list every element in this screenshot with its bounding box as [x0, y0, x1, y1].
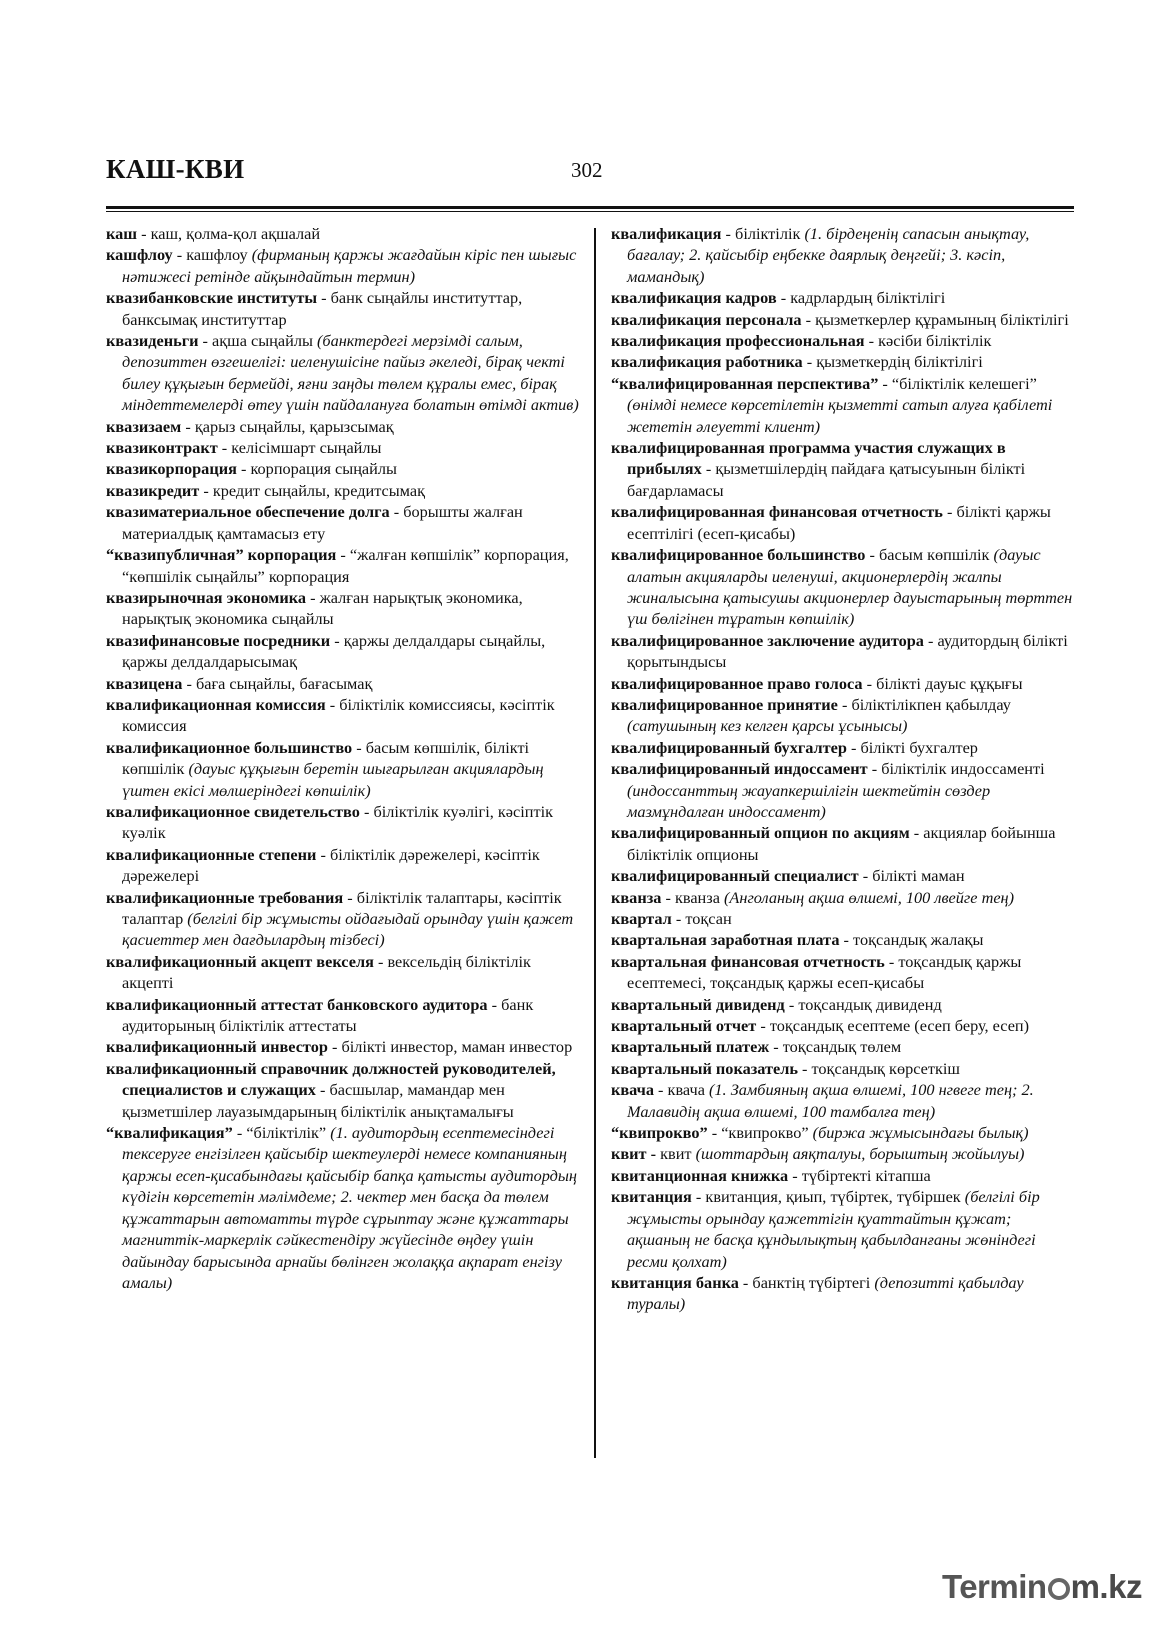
dictionary-entry: [106, 673, 582, 694]
entry-separator: -: [801, 309, 816, 329]
dictionary-term: квалификационная комиссия: [106, 694, 326, 714]
entry-separator: -: [776, 288, 791, 308]
entry-translation: басым көпшілік: [879, 545, 994, 565]
entry-translation: жалған нарықтық экономика, нарықтық экономика сыңайлы: [122, 587, 523, 629]
entry-separator: -: [802, 352, 817, 372]
dictionary-term: квазицена: [106, 673, 183, 693]
entry-separator: -: [182, 673, 196, 693]
entry-translation: борышты жалған материалдық қамтамасыз ету: [122, 502, 523, 543]
dictionary-term: квалификационное свидетельство: [106, 801, 360, 821]
entry-separator: -: [878, 373, 892, 393]
entry-separator: -: [352, 737, 366, 757]
dictionary-entry: [106, 244, 582, 287]
dictionary-entry: [611, 737, 1073, 758]
entry-separator: -: [769, 1037, 783, 1057]
dictionary-entry: [106, 587, 582, 630]
entry-separator: -: [756, 1016, 770, 1036]
entry-translation: біліктілік куәлігі, кәсіптік куәлік: [122, 801, 554, 843]
entry-note: (фирманың қаржы жағдайын кіріс пен шығыс нәтижесі ретінде айқындайтын термин): [122, 245, 577, 286]
dictionary-entry: [611, 694, 1073, 737]
entry-translation: тоқсандық есептеме (есеп беру, есеп): [769, 1016, 1030, 1036]
dictionary-term: квитанция: [611, 1187, 692, 1207]
entry-translation: акциялар бойынша біліктілік опционы: [627, 823, 1056, 864]
entry-separator: -: [862, 673, 877, 693]
entry-separator: -: [721, 224, 736, 243]
watermark-text: Termin m.kz: [942, 1568, 1142, 1605]
entry-translation: ақша сыңайлы: [212, 331, 317, 351]
entry-translation: банктің түбіртегі: [752, 1272, 875, 1292]
dictionary-term: квартальная заработная плата: [611, 930, 840, 950]
dictionary-term: квазиматериальное обеспечение долга: [106, 502, 390, 522]
entry-separator: -: [198, 331, 213, 351]
entry-translation: тоқсандық дивиденд: [798, 994, 942, 1014]
entry-separator: -: [389, 502, 404, 522]
entry-separator: -: [181, 416, 195, 436]
entry-translation: “жалған көпшілік” корпорация, “көпшілік сыңайлы” корпорация: [122, 545, 569, 586]
entry-translation: қызметкердің біліктілігі: [816, 352, 983, 372]
dictionary-entry: [611, 758, 1073, 822]
entry-note: (банктердегі мерзімді салым, депозиттен өзгешелігі: иеленушісіне пайыз әкеледі, бірақ чекті билеу құқығын бермейді, яғни заңды төлем құралы емес, бірақ міндеттемелерді өтеу үшін пайдалануға болатын өтімді актив): [122, 331, 579, 415]
dictionary-entry: [106, 1122, 582, 1293]
dictionary-term: “квалификация”: [106, 1123, 233, 1143]
entry-note: (шоттардың аяқталуы, борыштың жойылуы): [695, 1144, 1025, 1164]
entry-separator: -: [325, 694, 340, 714]
dictionary-term: квалификационный инвестор: [106, 1037, 328, 1057]
entry-separator: -: [846, 737, 861, 757]
entry-translation: кәсіби біліктілік: [878, 331, 992, 351]
entry-translation: басым көпшілік, білікті көпшілік: [122, 737, 530, 779]
dictionary-entry: [611, 865, 1073, 886]
dictionary-term: “квазипубличная” корпорация: [106, 545, 337, 565]
entry-translation: түбіртекті кітапша: [801, 1165, 931, 1185]
entry-translation: келісімшарт сыңайлы: [231, 438, 382, 458]
entry-separator: -: [653, 1080, 668, 1100]
entry-translation: банк аудиторының біліктілік аттестаты: [122, 994, 534, 1036]
entry-translation: біліктілік дәрежелері, кәсіптік дәрежелері: [122, 844, 540, 886]
dictionary-entry: [106, 458, 582, 479]
entry-separator: -: [343, 887, 357, 907]
dictionary-entry: [106, 844, 582, 887]
entry-separator: -: [701, 459, 716, 479]
dictionary-term: квазикорпорация: [106, 459, 237, 479]
dictionary-entry: [611, 1272, 1073, 1315]
entry-separator: -: [797, 1058, 812, 1078]
dictionary-entry: [611, 287, 1073, 308]
entry-translation: “біліктілік”: [246, 1123, 331, 1143]
entry-translation: каш, қолма-қол ақшалай: [150, 224, 321, 243]
dictionary-term: квалифицированное заключение аудитора: [611, 630, 924, 650]
dictionary-term: квалификационный справочник должностей руководителей, специалистов и служащих: [106, 1058, 556, 1100]
dictionary-term: квалификационный акцепт векселя: [106, 951, 374, 971]
entry-separator: -: [315, 1080, 330, 1100]
dictionary-term: квалификация персонала: [611, 309, 802, 329]
entry-translation: біліктілік индоссаменті: [881, 759, 1045, 779]
entry-translation: тоқсандық қаржы есептемесі, тоқсандық қаржы есеп-қисабы: [627, 951, 1022, 993]
dictionary-entry: [611, 994, 1073, 1015]
dictionary-term: квалификация: [611, 224, 722, 243]
entry-translation: вексельдің біліктілік акцепті: [122, 951, 531, 993]
dictionary-term: квалифицированный специалист: [611, 866, 859, 886]
dictionary-term: квача: [611, 1080, 654, 1100]
entry-translation: кванза: [674, 887, 725, 907]
dictionary-term: квартал: [611, 909, 672, 928]
dictionary-term: квалификация профессиональная: [611, 331, 865, 351]
entry-note: (дауыс құқығын беретін шығарылған акциялардың үштен екісі мөлшеріндегі көпшілік): [122, 759, 544, 800]
entry-separator: -: [858, 866, 873, 886]
entry-note: (белгілі бір жұмысты ойдағыдай орындау үшін қажет қасиеттер мен дағдылардың тізбесі): [122, 909, 574, 950]
dictionary-entry: [611, 351, 1073, 372]
entry-note: (депозитті қабылдау туралы): [627, 1272, 1024, 1314]
dictionary-entry: [611, 822, 1073, 865]
dictionary-entry: [611, 437, 1073, 501]
entry-separator: -: [306, 587, 320, 607]
entry-note: (1. Замбияның ақша өлшемі, 100 нгвеге тең; 2. Малавидің ақша өлшемі, 100 тамбалға тең): [627, 1080, 1034, 1121]
entry-translation: білікті маман: [872, 866, 965, 886]
dictionary-term: квалификационный аттестат банковского аудитора: [106, 994, 488, 1014]
dictionary-term: квартальный платеж: [611, 1037, 770, 1057]
entry-translation: квача: [667, 1080, 709, 1100]
dictionary-entry: [611, 673, 1073, 694]
dictionary-entry: [611, 1015, 1073, 1036]
entry-translation: корпорация сыңайлы: [250, 459, 397, 479]
entry-note: (белгілі бір жұмысты орындау қажеттігін қуаттайтын құжат; ақшаның не басқа құндылықтың қабылданғаны жөніндегі ресми қолхат): [627, 1187, 1040, 1271]
entry-separator: -: [909, 823, 924, 843]
entry-separator: -: [738, 1272, 753, 1292]
entry-separator: -: [837, 694, 852, 714]
dictionary-entry: [106, 887, 582, 951]
entry-separator: -: [317, 288, 331, 308]
dictionary-term: каш: [106, 224, 138, 243]
dictionary-entry: [106, 630, 582, 673]
entry-separator: -: [172, 245, 187, 265]
dictionary-entry: [106, 694, 582, 737]
entry-translation: қызметкерлер құрамының біліктілігі: [815, 309, 1069, 329]
entry-note: (1. аудитордың есептемесіндегі тексеруге енгізілген қайсыбір шектеулерді немесе компанияның қаржы есеп-қисабындағы қайсыбір бапқа қатысты аудитордың күдігін көрсететін мәлімдеме; 2. чектер мен басқа да төлем құжаттарын автоматты түрде сұрыптау және құжаттары магниттік-маркерлік сәйкестендіру жүйесінде өңдеу үшін дайындау барысында арнайы бөлінген жолаққа ақпарат енгізу амалы): [122, 1123, 577, 1292]
dictionary-term: квалифицированная программа участия служащих в прибылях: [611, 438, 1006, 479]
entry-separator: -: [373, 951, 388, 971]
entry-translation: қарыз сыңайлы, қарызсымақ: [194, 416, 394, 436]
entry-translation: квит: [660, 1144, 696, 1164]
entry-separator: -: [199, 480, 213, 500]
dictionary-entry: [106, 287, 582, 330]
entry-separator: -: [839, 930, 854, 950]
dictionary-term: квазибанковские институты: [106, 288, 318, 308]
dictionary-entry: [106, 801, 582, 844]
globe-icon: [1048, 1578, 1070, 1600]
dictionary-term: квалификационное большинство: [106, 737, 353, 757]
entry-translation: қызметшілердің пайдаға қатысуынын білікті бағдарламасы: [627, 459, 1026, 500]
dictionary-entry: [106, 437, 582, 458]
running-head: КАШ-КВИ: [106, 154, 245, 184]
dictionary-term: квалифицированная финансовая отчетность: [611, 502, 943, 522]
dictionary-term: квалификация работника: [611, 352, 803, 372]
entry-translation: біліктілік талаптары, кәсіптік талаптар: [122, 887, 562, 928]
entry-separator: -: [864, 331, 879, 351]
entry-separator: -: [316, 844, 330, 864]
entry-separator: -: [359, 801, 374, 821]
dictionary-entry: [106, 501, 582, 544]
dictionary-entry: [106, 1036, 582, 1057]
dictionary-term: квалифицированное большинство: [611, 545, 866, 565]
entry-note: (индоссанттың жауапкершілігін шектейтін сөздер мазмұндалған индоссамент): [627, 780, 991, 821]
dictionary-entry: [106, 737, 582, 801]
dictionary-term: квазиконтракт: [106, 438, 218, 458]
header-rule-thin: [106, 211, 1074, 212]
entry-separator: -: [232, 1123, 247, 1143]
dictionary-entry: [611, 373, 1073, 437]
entry-separator: -: [884, 951, 899, 971]
entry-translation: аудитордың білікті қорытындысы: [627, 630, 1068, 672]
entry-translation: білікті бухгалтер: [860, 737, 978, 757]
dictionary-entry: [611, 1143, 1073, 1164]
dictionary-term: кашфлоу: [106, 245, 173, 265]
dictionary-term: квартальный отчет: [611, 1016, 757, 1036]
entry-translation: тоқсандық төлем: [782, 1037, 902, 1057]
entry-separator: -: [923, 630, 938, 650]
entry-separator: -: [691, 1187, 706, 1207]
entry-separator: -: [236, 459, 251, 479]
entry-note: (өнімді немесе көрсетілетін қызметті сатып алуға қабілеті жететін әлеуетті клиент): [627, 395, 1053, 436]
entry-translation: тоқсандық көрсеткіш: [811, 1058, 960, 1078]
dictionary-entry: [106, 544, 582, 587]
dictionary-entry: [106, 994, 582, 1037]
dictionary-term: квалифицированный бухгалтер: [611, 737, 847, 757]
entry-note: (Анголаның ақша өлшемі, 100 лвейге тең): [724, 887, 1015, 907]
entry-separator: -: [217, 438, 232, 458]
dictionary-term: квалифицированное право голоса: [611, 673, 863, 693]
entry-separator: -: [330, 630, 344, 650]
right-column: [611, 223, 1073, 1315]
entry-separator: -: [867, 759, 882, 779]
entry-separator: -: [942, 502, 957, 522]
dictionary-entry: [611, 330, 1073, 351]
dictionary-term: квалифицированный индоссамент: [611, 759, 868, 779]
dictionary-term: кванза: [611, 887, 662, 907]
dictionary-entry: [611, 1165, 1073, 1186]
dictionary-term: квазифинансовые посредники: [106, 630, 331, 650]
dictionary-entry: [611, 1122, 1073, 1143]
dictionary-term: квазизаем: [106, 416, 182, 436]
entry-translation: тоқсан: [685, 909, 732, 928]
dictionary-term: квалифицированный опцион по акциям: [611, 823, 910, 843]
entry-translation: “біліктілік келешегі”: [891, 373, 1037, 393]
entry-translation: білікті қаржы есептілігі (есеп-қисабы): [627, 502, 1051, 543]
left-column: [106, 223, 582, 1293]
entry-separator: -: [671, 909, 686, 928]
termincom-watermark-logo: [942, 1568, 1142, 1620]
dictionary-entry: [611, 544, 1073, 630]
dictionary-entry: [106, 1058, 582, 1122]
entry-separator: -: [784, 994, 799, 1014]
dictionary-term: квалификационные требования: [106, 887, 344, 907]
dictionary-entry: [611, 309, 1073, 330]
dictionary-entry: [106, 223, 582, 244]
dictionary-entry: [611, 630, 1073, 673]
dictionary-entry: [611, 887, 1073, 908]
dictionary-entry: [106, 330, 582, 416]
dictionary-entry: [611, 1058, 1073, 1079]
entry-separator: -: [707, 1123, 722, 1143]
dictionary-entry: [611, 223, 1073, 287]
entry-translation: кадрлардың біліктілігі: [790, 288, 946, 308]
entry-translation: тоқсандық жалақы: [853, 930, 984, 950]
dictionary-term: квалифицированное принятие: [611, 694, 838, 714]
dictionary-term: квалификация кадров: [611, 288, 777, 308]
entry-translation: кашфлоу: [186, 245, 252, 265]
dictionary-term: квазирыночная экономика: [106, 587, 306, 607]
entry-translation: қаржы делдалдары сыңайлы, қаржы делдалдарысымақ: [122, 630, 546, 672]
dictionary-term: квартальный дивиденд: [611, 994, 785, 1014]
entry-translation: білікті инвестор, маман инвестор: [341, 1037, 573, 1057]
entry-separator: -: [336, 545, 350, 565]
dictionary-term: квитанционная книжка: [611, 1165, 789, 1185]
entry-note: (1. бірдеңенің сапасын анықтау, бағалау; 2. қайсыбір еңбекке даярлық деңгейі; 3. кәсіп, мамандық): [627, 224, 1030, 286]
dictionary-term: “квипрокво”: [611, 1123, 708, 1143]
dictionary-entry: [611, 501, 1073, 544]
dictionary-entry: [106, 951, 582, 994]
column-divider: [594, 228, 596, 1458]
entry-note: (биржа жұмысындағы былық): [812, 1123, 1029, 1143]
dictionary-term: “квалифицированная перспектива”: [611, 373, 879, 393]
entry-translation: баға сыңайлы, бағасымақ: [195, 673, 373, 693]
entry-separator: -: [487, 994, 502, 1014]
dictionary-entry: [106, 416, 582, 437]
entry-translation: “квипрокво”: [721, 1123, 813, 1143]
dictionary-entry: [611, 908, 1073, 929]
entry-translation: білікті дауыс құқығы: [876, 673, 1023, 693]
entry-translation: банк сыңайлы институттар, банксымақ институттар: [122, 288, 523, 329]
dictionary-entry: [611, 1036, 1073, 1057]
entry-separator: -: [137, 224, 151, 243]
page-header: [106, 150, 1074, 210]
dictionary-term: квартальный показатель: [611, 1058, 798, 1078]
entry-translation: біліктілік: [735, 224, 805, 243]
dictionary-entry: [106, 480, 582, 501]
dictionary-entry: [611, 929, 1073, 950]
entry-translation: біліктілік комиссиясы, кәсіптік комиссия: [122, 694, 555, 736]
dictionary-term: квит -: [611, 1144, 657, 1164]
dictionary-term: квитанция банка: [611, 1272, 739, 1292]
dictionary-term: квалификационные степени: [106, 844, 317, 864]
entry-translation: квитанция, қиып, түбіртек, түбіршек: [705, 1187, 965, 1207]
page-number: 302: [571, 158, 603, 182]
entry-separator: -: [865, 545, 880, 565]
dictionary-entry: [611, 951, 1073, 994]
entry-translation: біліктілікпен қабылдау: [851, 694, 1011, 714]
dictionary-term: квазикредит: [106, 480, 200, 500]
entry-separator: -: [327, 1037, 342, 1057]
entry-separator: -: [661, 887, 675, 907]
dictionary-entry: [611, 1186, 1073, 1272]
entry-translation: кредит сыңайлы, кредитсымақ: [212, 480, 426, 500]
entry-translation: басшылар, мамандар мен қызметшілер лауазымдарының біліктілік анықтамалығы: [122, 1080, 514, 1121]
header-rule-thick: [106, 206, 1074, 209]
dictionary-term: квазиденьги: [106, 331, 199, 351]
entry-separator: -: [788, 1165, 802, 1185]
entry-note: (сатушының кез келген қарсы ұсынысы): [627, 716, 908, 736]
dictionary-entry: [611, 1079, 1073, 1122]
dictionary-term: квартальная финансовая отчетность: [611, 951, 885, 971]
entry-note: (дауыс алатын акцияларды иеленуші, акционерлердің жалпы жиналысына қатысушы акционерлер дауыстарының төрттен үш бөлігінен тұратын көпшілік): [627, 545, 1073, 629]
